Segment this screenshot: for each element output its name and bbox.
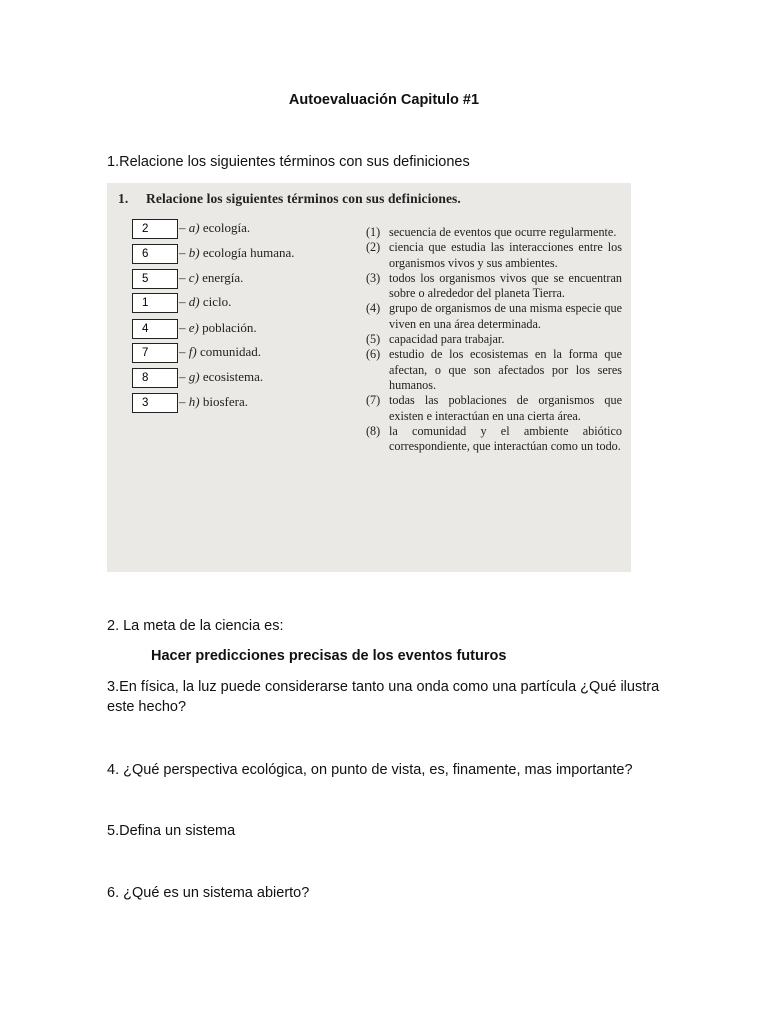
term-label: – c) energía. <box>179 270 244 285</box>
answer-box[interactable]: 3 <box>132 393 178 413</box>
question-4: 4. ¿Qué perspectiva ecológica, on punto de vista, es, finamente, mas importante? <box>107 762 633 778</box>
definition-item: (3) todos los organismos vivos que se encuentran sobre o alrededor del planeta Tierra. <box>366 270 622 301</box>
definition-item: (6) estudio de los ecosistemas en la forma que afectan, o que son afectados por los seres humanos. <box>366 347 622 392</box>
scan-heading <box>118 191 461 207</box>
definition-item: (7) todas las poblaciones de organismos que existen e interactúan en una cierta área. <box>366 393 622 423</box>
scan-heading-number: 1. <box>118 191 129 206</box>
page-title: Autoevaluación Capitulo #1 <box>288 92 480 108</box>
definitions-list <box>366 225 622 454</box>
question-2-answer: Hacer predicciones precisas de los eventos futuros <box>151 648 507 664</box>
scanned-exercise-image <box>107 183 631 572</box>
definition-item: (8) la comunidad y el ambiente abiótico correspondiente, que interactúan como un todo. <box>366 423 622 454</box>
term-row <box>132 269 352 294</box>
answer-box[interactable]: 2 <box>132 219 178 239</box>
term-row <box>132 368 352 393</box>
term-label: – d) ciclo. <box>179 294 232 309</box>
answer-box[interactable]: 1 <box>132 293 178 313</box>
term-label: – h) biosfera. <box>179 394 248 409</box>
question-1: 1.Relacione los siguientes términos con sus definiciones <box>107 154 470 170</box>
term-label: – f) comunidad. <box>179 344 261 359</box>
term-row <box>132 343 352 368</box>
definition-item: (1) secuencia de eventos que ocurre regularmente. <box>366 225 617 239</box>
question-6: 6. ¿Qué es un sistema abierto? <box>107 885 310 901</box>
term-row <box>132 393 352 418</box>
term-label: – e) población. <box>179 320 257 335</box>
definition-item: (5) capacidad para trabajar. <box>366 332 505 347</box>
term-row <box>132 244 352 269</box>
question-2: 2. La meta de la ciencia es: <box>107 618 284 634</box>
answer-box[interactable]: 8 <box>132 368 178 388</box>
answer-box[interactable]: 6 <box>132 244 178 264</box>
term-row <box>132 319 352 344</box>
definition-item: (4) grupo de organismos de una misma especie que viven en una área determinada. <box>366 301 622 331</box>
term-label: – a) ecología. <box>179 220 251 235</box>
answer-box[interactable]: 5 <box>132 269 178 289</box>
term-label: – g) ecosistema. <box>179 369 264 384</box>
term-label: – b) ecología humana. <box>179 245 295 260</box>
question-5: 5.Defina un sistema <box>107 823 236 839</box>
definition-item: (2) ciencia que estudia las interacciones entre los organismos vivos y sus ambientes. <box>366 240 622 270</box>
scan-heading-text: Relacione los siguientes términos con sus definiciones. <box>146 191 461 206</box>
answer-box[interactable]: 4 <box>132 319 178 339</box>
question-3: 3.En física, la luz puede considerarse tanto una onda como una partícula ¿Qué ilustra este hecho? <box>107 679 660 715</box>
answer-box[interactable]: 7 <box>132 343 178 363</box>
term-row <box>132 219 352 244</box>
term-row <box>132 293 352 318</box>
